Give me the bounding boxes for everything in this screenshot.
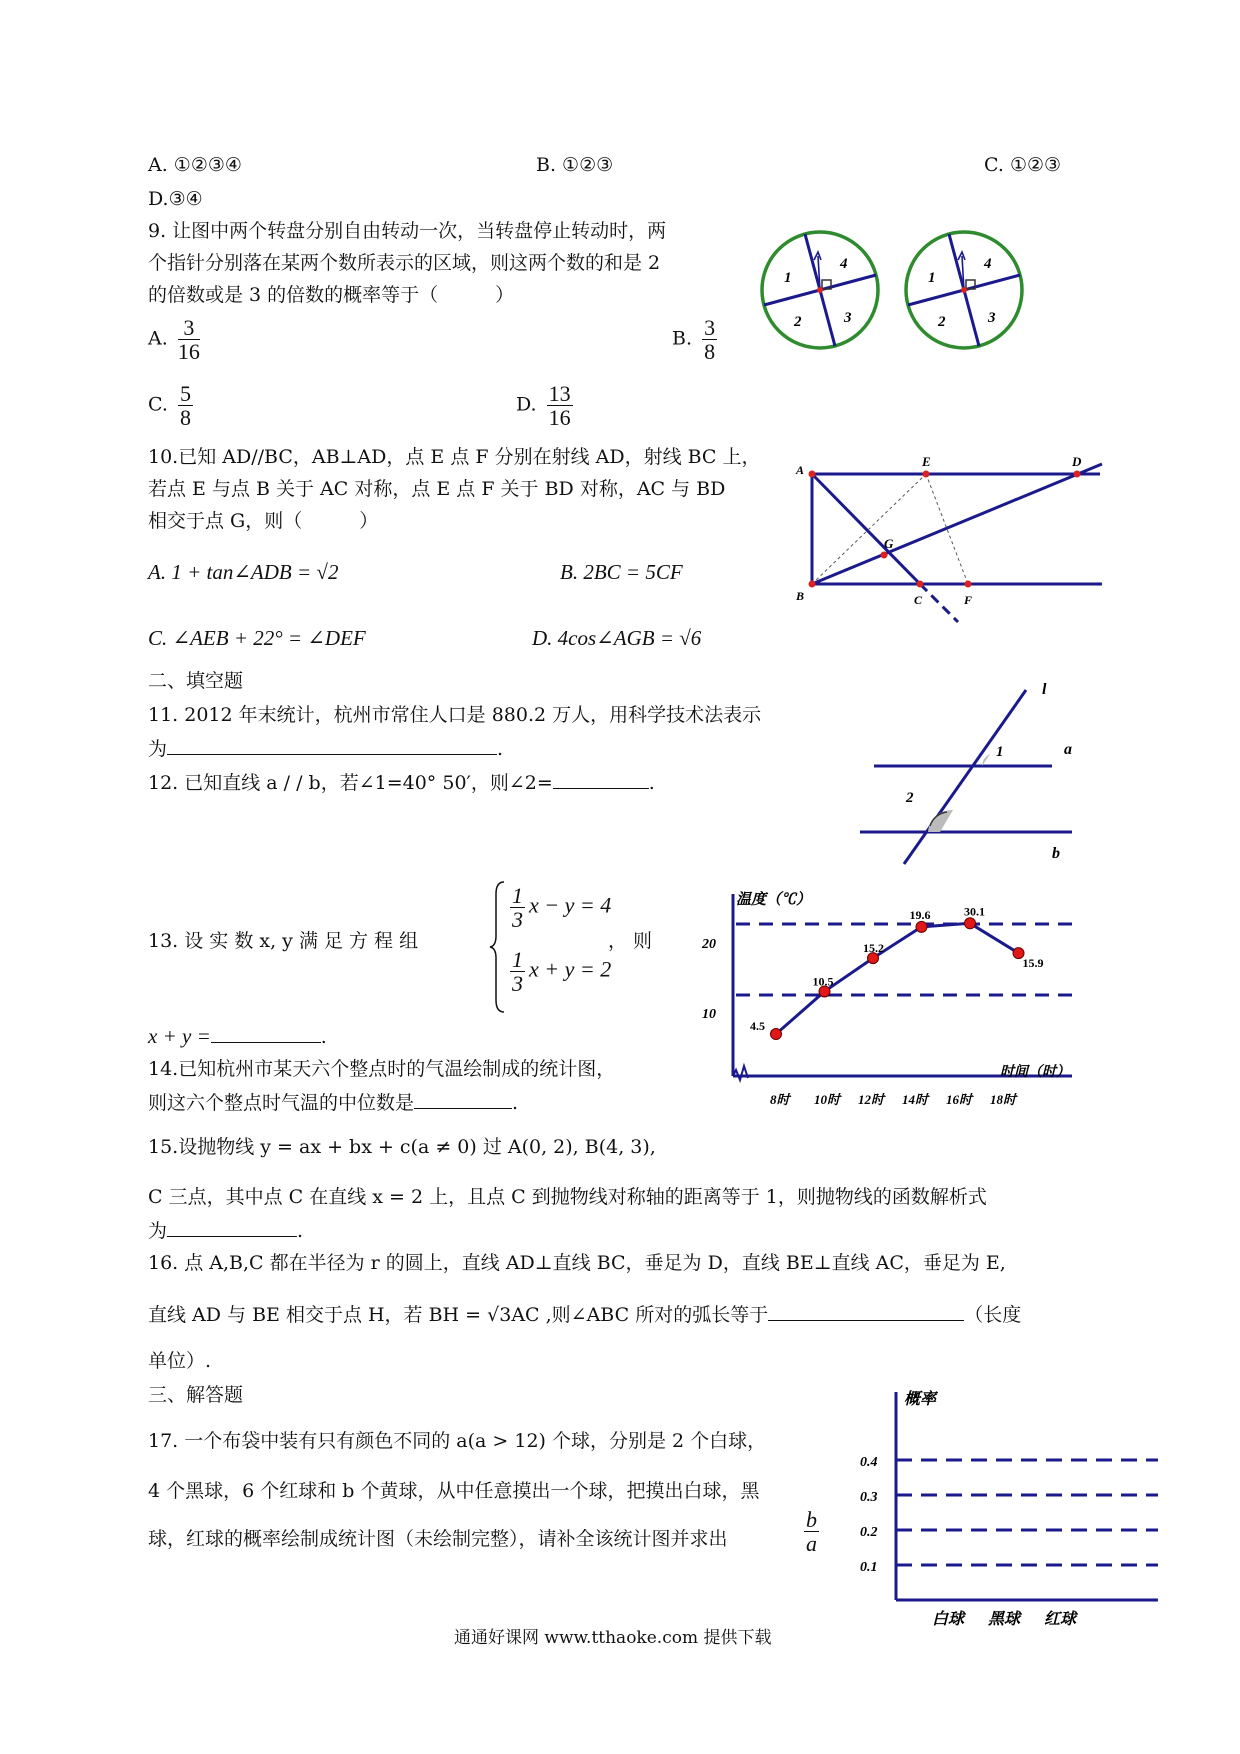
q16-text-line2 <box>148 1302 1021 1327</box>
prob-ytick-0.3: 0.3 <box>860 1490 878 1505</box>
q10-option-b: B. 2BC = 5CF <box>560 560 683 584</box>
page-footer: 通通好课网 www.tthaoke.com 提供下载 <box>454 1628 772 1648</box>
q10-point-f: F <box>964 593 973 607</box>
q9-a-numerator: 3 <box>178 316 200 340</box>
q10-point-d: D <box>1072 454 1082 469</box>
q9-b-denominator: 8 <box>704 339 716 365</box>
q9-text-line3: 的倍数或是 3 的倍数的概率等于（ ） <box>148 284 515 306</box>
q16-answer-blank[interactable] <box>768 1302 964 1321</box>
q12-parallel-lines-figure <box>856 676 1096 876</box>
temp-data-label-14: 19.6 <box>909 907 931 922</box>
q8-option-a: A. ①②③④ <box>148 154 242 176</box>
q9-option-c-fraction <box>178 382 193 429</box>
prob-ytick-0.1: 0.1 <box>860 1560 878 1575</box>
q9-option-a-label: A. <box>148 327 168 350</box>
q14-answer-blank[interactable] <box>414 1090 512 1109</box>
temp-point-16 <box>965 918 976 929</box>
q11-text-line2 <box>148 736 503 761</box>
q12-label-1: 1 <box>996 744 1004 760</box>
temp-xtick-5: 18时 <box>990 1092 1017 1107</box>
temp-data-label-8: 4.5 <box>750 1019 765 1034</box>
q12-label-l: l <box>1042 681 1047 698</box>
temp-chart-xlabel: 时间（时） <box>1000 1065 1070 1080</box>
q16-text-line1: 16. 点 A,B,C 都在半径为 r 的圆上，直线 AD⊥直线 BC，垂足为 D，直线 BE⊥直线 AC，垂足为 E, <box>148 1252 1006 1274</box>
q12-end: . <box>648 772 655 794</box>
q12-label-a: a <box>1064 741 1072 758</box>
q9-d-numerator: 13 <box>548 381 571 406</box>
q8-option-d: D.③④ <box>148 188 203 210</box>
q12-label-2: 2 <box>906 790 914 806</box>
q9-option-c-label: C. <box>148 393 168 416</box>
temp-chart-ylabel: 温度（℃） <box>736 892 812 908</box>
temp-xtick-3: 14时 <box>902 1092 929 1107</box>
temp-chart-ytick-10: 10 <box>702 1007 716 1022</box>
q9-option-d-label: D. <box>516 393 537 416</box>
q9-option-d-fraction <box>547 382 573 429</box>
q14-text-line2 <box>148 1090 518 1115</box>
spinner-left <box>758 228 882 352</box>
q10-text-line3: 相交于点 G，则（ ） <box>148 510 379 532</box>
q9-option-c <box>148 382 197 429</box>
temp-xtick-0: 8时 <box>770 1092 790 1107</box>
q10-point-b: B <box>796 589 805 603</box>
prob-chart-ylabel: 概率 <box>904 1391 937 1408</box>
q17-text-line1: 17. 一个布袋中装有只有颜色不同的 a(a > 12) 个球，分别是 2 个白球， <box>148 1430 767 1452</box>
q10-point-a: A <box>796 463 805 477</box>
q12-label-b: b <box>1052 845 1060 862</box>
q13-eq2-rest: x + y = 2 <box>529 956 612 982</box>
q9-c-denominator: 8 <box>179 405 191 431</box>
q13-eq2-fraction <box>510 948 525 995</box>
section-2-heading: 二、填空题 <box>148 670 244 692</box>
q10-text-line1: 10.已知 AD//BC，AB⊥AD，点 E 点 F 分别在射线 AD，射线 BC 上， <box>148 446 761 468</box>
q16-suffix: （长度 <box>964 1304 1022 1326</box>
spinner-right-label-4: 4 <box>984 256 992 272</box>
q13-eq1-rest: x − y = 4 <box>529 892 612 918</box>
q9-option-b-fraction <box>702 316 717 363</box>
q9-d-denominator: 16 <box>548 405 571 431</box>
q10-point-e: E <box>922 454 931 469</box>
q14-text-line1: 14.已知杭州市某天六个整点时的气温绘制成的统计图， <box>148 1058 616 1080</box>
q13-end: . <box>320 1026 327 1048</box>
q14-prefix: 则这六个整点时气温的中位数是 <box>148 1092 415 1114</box>
q11-end: . <box>497 738 504 760</box>
q9-text-line1: 9. 让图中两个转盘分别自由转动一次，当转盘停止转动时，两 <box>148 220 667 242</box>
q10-geometry-figure <box>790 452 1110 632</box>
q15-text-line1: 15.设抛物线 y = ax + bx + c(a ≠ 0) 过 A(0, 2), B(4, 3), <box>148 1136 656 1158</box>
q8-option-c: C. ①②③ <box>984 154 1062 176</box>
q13-equation-2 <box>506 948 611 995</box>
q10-point-c: C <box>914 593 923 607</box>
temp-data-label-12: 15.2 <box>863 941 884 956</box>
q8-option-b: B. ①②③ <box>536 154 614 176</box>
prob-category-0: 白球 <box>932 1611 965 1628</box>
q10-option-a: A. 1 + tan∠ADB = √2 <box>148 560 339 584</box>
q15-end: . <box>297 1220 304 1242</box>
q12-answer-blank[interactable] <box>553 770 649 789</box>
spinner-right-label-1: 1 <box>928 270 936 286</box>
prob-category-1: 黑球 <box>988 1611 1021 1628</box>
q16-text-line3: 单位）. <box>148 1350 212 1372</box>
q13-answer-blank[interactable] <box>211 1024 321 1043</box>
q13-eq1-numerator: 1 <box>512 883 523 908</box>
temp-data-label-18: 15.9 <box>1022 956 1044 971</box>
q13-eq2-numerator: 1 <box>512 947 523 972</box>
spinner-right <box>902 228 1026 352</box>
q13-system-brace <box>490 880 506 1014</box>
q10-point-g: G <box>884 536 894 551</box>
temp-xtick-1: 10时 <box>814 1092 841 1107</box>
q17-text-line3: 球，红球的概率绘制成统计图（未绘制完整），请补全该统计图并求出 <box>148 1528 728 1550</box>
temp-data-label-16: 30.1 <box>964 904 985 919</box>
spinner-right-label-3: 3 <box>988 310 996 326</box>
section-3-heading: 三、解答题 <box>148 1384 244 1406</box>
q17-text-line2: 4 个黑球，6 个红球和 b 个黄球，从中任意摸出一个球，把摸出白球，黑 <box>148 1480 760 1502</box>
prob-category-2: 红球 <box>1044 1611 1077 1628</box>
q9-b-numerator: 3 <box>704 315 716 340</box>
q17-frac-numerator: b <box>806 1507 817 1532</box>
q15-answer-blank[interactable] <box>167 1218 297 1237</box>
spinner-right-label-2: 2 <box>938 314 946 330</box>
q9-text-line2: 个指针分别落在某两个数所表示的区域，则这两个数的和是 2 <box>148 252 661 274</box>
q13-xy-label: x + y = <box>148 1024 211 1048</box>
q9-option-b <box>672 316 721 363</box>
spinner-left-label-4: 4 <box>840 256 848 272</box>
q9-a-denominator: 16 <box>177 339 200 365</box>
q10-text-line2: 若点 E 与点 B 关于 AC 对称，点 E 点 F 关于 BD 对称，AC 与 BD <box>148 478 726 500</box>
q10-option-d: D. 4cos∠AGB = √6 <box>532 626 702 650</box>
q16-prefix: 直线 AD 与 BE 相交于点 H，若 BH = √3AC ,则∠ABC 所对的弧长等于 <box>148 1304 769 1326</box>
temperature-line-chart <box>700 880 1090 1110</box>
q11-prefix: 为 <box>148 738 168 760</box>
q13-equation-1 <box>506 884 611 931</box>
spinner-left-label-3: 3 <box>844 310 852 326</box>
q9-c-numerator: 5 <box>179 381 191 406</box>
q13-eq2-denominator: 3 <box>512 971 523 997</box>
q13-eq1-denominator: 3 <box>512 907 523 933</box>
q13-text-prefix: 13. 设 实 数 x, y 满 足 方 程 组 <box>148 930 419 952</box>
q9-option-a <box>148 316 204 363</box>
temp-xtick-2: 12时 <box>858 1092 885 1107</box>
temp-data-label-10: 10.5 <box>812 974 834 989</box>
spinner-left-label-2: 2 <box>794 314 802 330</box>
q14-end: . <box>512 1092 519 1114</box>
probability-bar-chart <box>860 1386 1160 1626</box>
q13-eq1-fraction <box>510 884 525 931</box>
temp-point-8 <box>771 1029 782 1040</box>
q9-option-a-fraction <box>178 316 200 363</box>
q12-text <box>148 770 655 795</box>
q11-answer-blank[interactable] <box>167 736 497 755</box>
temp-xtick-4: 16时 <box>946 1092 973 1107</box>
q10-option-c: C. ∠AEB + 22° = ∠DEF <box>148 626 366 650</box>
q15-text-line2: C 三点，其中点 C 在直线 x = 2 上，且点 C 到抛物线对称轴的距离等于 1，则抛物线的函数解析式 <box>148 1186 987 1208</box>
q11-text-line1: 11. 2012 年末统计，杭州市常住人口是 880.2 万人，用科学技术法表示 <box>148 704 762 726</box>
prob-ytick-0.2: 0.2 <box>860 1525 878 1540</box>
q17-frac-denominator: a <box>806 1531 817 1557</box>
q15-text-line3 <box>148 1218 303 1243</box>
q9-option-d <box>516 382 577 429</box>
temp-chart-ytick-20: 20 <box>702 937 716 952</box>
temp-point-14 <box>916 921 927 932</box>
q12-prefix: 12. 已知直线 a / / b，若∠1=40° 50′，则∠2= <box>148 772 553 794</box>
prob-ytick-0.4: 0.4 <box>860 1455 878 1470</box>
q9-option-b-label: B. <box>672 327 693 350</box>
q13-text-post: ， 则 <box>608 930 653 952</box>
spinner-left-label-1: 1 <box>784 270 792 286</box>
q13-text-line2 <box>148 1024 327 1049</box>
q17-fraction-b-over-a <box>800 1508 823 1555</box>
q15-prefix: 为 <box>148 1220 168 1242</box>
